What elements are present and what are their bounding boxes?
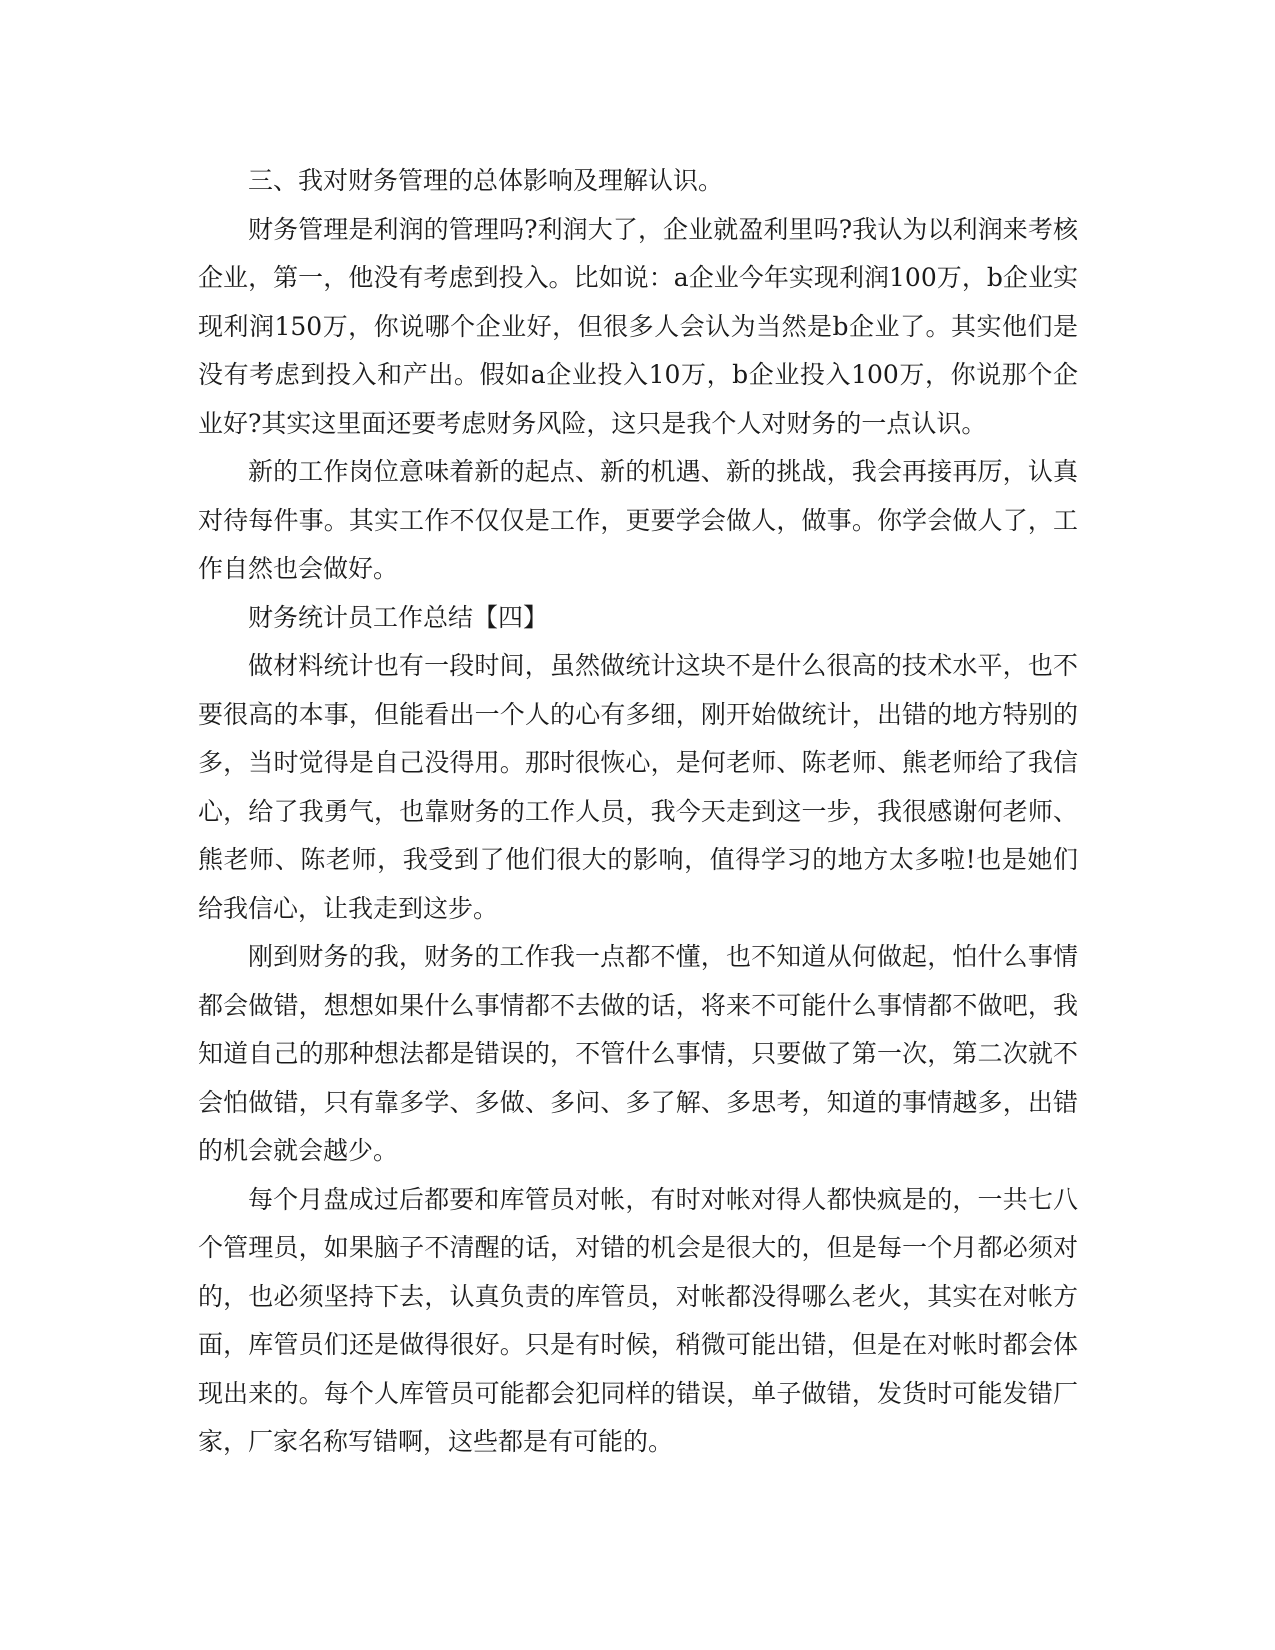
- paragraph-material-statistics: 做材料统计也有一段时间，虽然做统计这块不是什么很高的技术水平，也不要很高的本事，但能看出一个人的心有多细，刚开始做统计，出错的地方特别的多，当时觉得是自己没得用。那时很恢心，是何老师、陈老师、熊老师给了我信心，给了我勇气，也靠财务的工作人员，我今天走到这一步，我很感谢何老师、熊老师、陈老师，我受到了他们很大的影响，值得学习的地方太多啦!也是她们给我信心，让我走到这步。: [198, 651, 1078, 923]
- paragraph-first-days: 刚到财务的我，财务的工作我一点都不懂，也不知道从何做起，怕什么事情都会做错，想想如果什么事情都不去做的话，将来不可能什么事情都不做吧，我知道自己的那种想法都是错误的，不管什么事情，只要做了第一次，第二次就不会怕做错，只有靠多学、多做、多问、多了解、多思考，知道的事情越多，出错的机会就会越少。: [198, 942, 1078, 1165]
- section-heading-4: 财务统计员工作总结【四】: [248, 602, 549, 632]
- paragraph-profit-management: 财务管理是利润的管理吗?利润大了，企业就盈利里吗?我认为以利润来考核企业，第一，他没有考虑到投入。比如说：a企业今年实现利润100万，b企业实现利润150万，你说哪个企业好，但很多人会认为当然是b企业了。其实他们是没有考虑到投入和产出。假如a企业投入10万，b企业投入100万，你说那个企业好?其实这里面还要考虑财务风险，这只是我个人对财务的一点认识。: [198, 214, 1078, 438]
- paragraph-new-position: 新的工作岗位意味着新的起点、新的机遇、新的挑战，我会再接再厉，认真对待每件事。其实工作不仅仅是工作，更要学会做人，做事。你学会做人了，工作自然也会做好。: [198, 457, 1078, 583]
- paragraph-reconciliation: 每个月盘成过后都要和库管员对帐，有时对帐对得人都快疯是的，一共七八个管理员，如果脑子不清醒的话，对错的机会是很大的，但是每一个月都必须对的，也必须坚持下去，认真负责的库管员，对帐都没得哪么老火，其实在对帐方面，库管员们还是做得很好。只是有时候，稍微可能出错，但是在对帐时都会体现出来的。每个人库管员可能都会犯同样的错误，单子做错，发货时可能发错厂家，厂家名称写错啊，这些都是有可能的。: [198, 1184, 1078, 1456]
- section-heading-3: 三、我对财务管理的总体影响及理解认识。: [248, 166, 724, 195]
- document-body: [198, 157, 1078, 1467]
